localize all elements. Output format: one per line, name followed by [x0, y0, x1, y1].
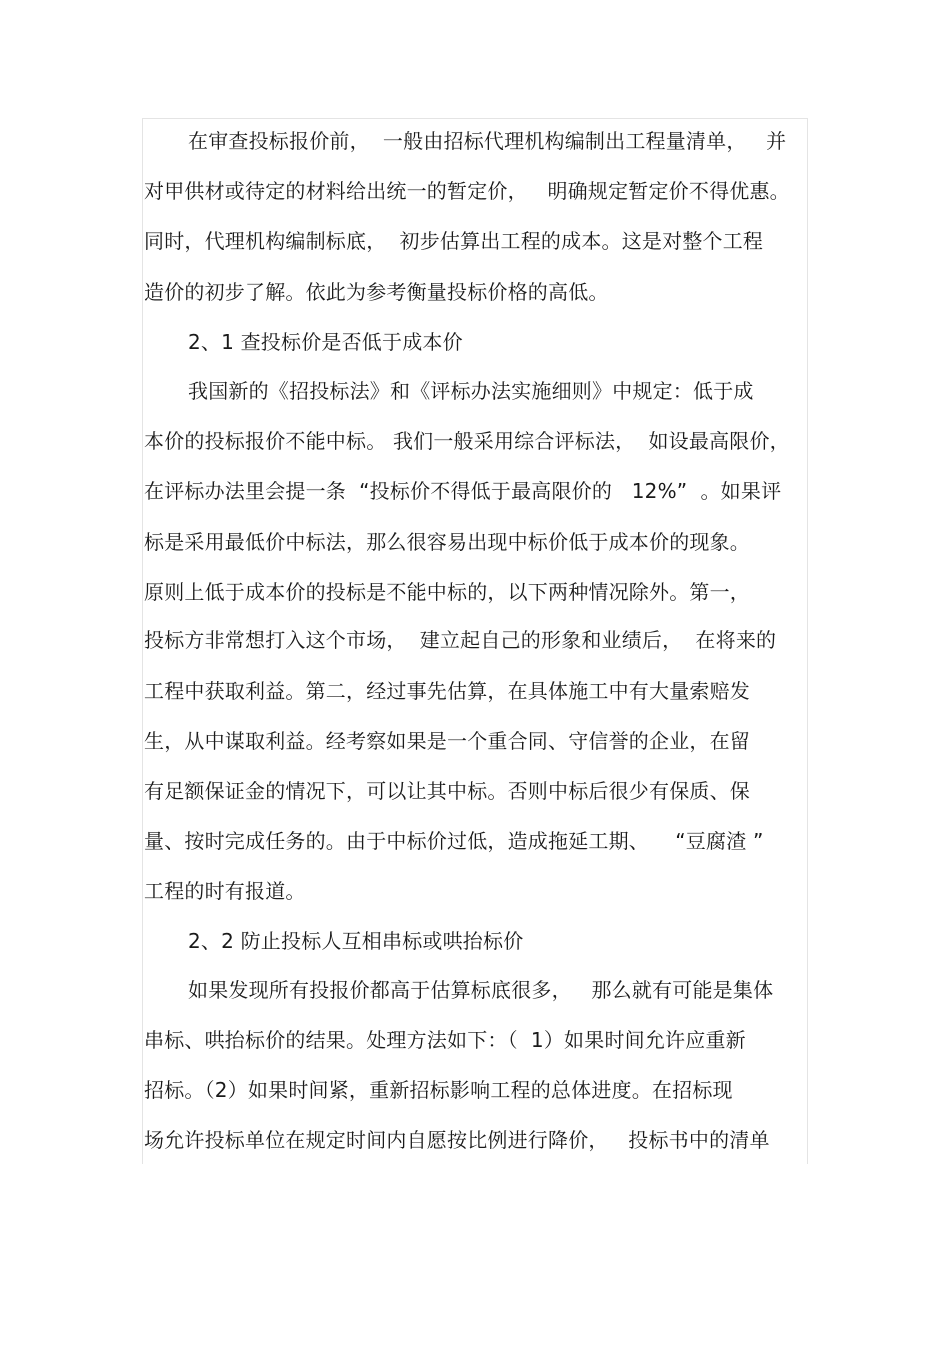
paragraph-2-line-11: 工程的时有报道。	[144, 879, 306, 903]
paragraph-2-line-4: 标是采用最低价中标法，那么很容易出现中标价低于成本价的现象。	[144, 530, 750, 554]
paragraph-1-line-2: 对甲供材或待定的材料给出统一的暂定价， 明确规定暂定价不得优惠。	[144, 179, 790, 203]
paragraph-2-line-3: 在评标办法里会提一条 “投标价不得低于最高限价的 12%” 。如果评	[144, 479, 782, 503]
section-heading-2-2: 2、2 防止投标人互相串标或哄抬标价	[188, 929, 524, 953]
paragraph-3-line-1: 如果发现所有投报价都高于估算标底很多， 那么就有可能是集体	[188, 978, 774, 1002]
paragraph-2-line-9: 有足额保证金的情况下，可以让其中标。否则中标后很少有保质、保	[144, 779, 750, 803]
section-heading-2-1: 2、1 查投标价是否低于成本价	[188, 330, 463, 354]
paragraph-2-line-2: 本价的投标报价不能中标。 我们一般采用综合评标法， 如设最高限价，	[144, 429, 790, 453]
paragraph-2-line-1: 我国新的《招投标法》和《评标办法实施细则》中规定：低于成	[188, 379, 754, 403]
paragraph-2-line-5: 原则上低于成本价的投标是不能中标的，以下两种情况除外。第一，	[144, 580, 750, 604]
paragraph-1-line-4: 造价的初步了解。依此为参考衡量投标价格的高低。	[144, 280, 609, 304]
paragraph-2-line-10: 量、按时完成任务的。由于中标价过低，造成拖延工期、 “豆腐渣 ”	[144, 829, 764, 853]
paragraph-2-line-7: 工程中获取利益。第二，经过事先估算，在具体施工中有大量索赔发	[144, 679, 750, 703]
paragraph-3-line-4: 场允许投标单位在规定时间内自愿按比例进行降价， 投标书中的清单	[144, 1128, 770, 1152]
paragraph-2-line-8: 生，从中谋取利益。经考察如果是一个重合同、守信誉的企业，在留	[144, 729, 750, 753]
paragraph-3-line-2: 串标、哄抬标价的结果。处理方法如下：（ 1）如果时间允许应重新	[144, 1028, 746, 1052]
paragraph-2-line-6: 投标方非常想打入这个市场， 建立起自己的形象和业绩后， 在将来的	[144, 628, 777, 652]
paragraph-3-line-3: 招标。（2）如果时间紧，重新招标影响工程的总体进度。在招标现	[144, 1078, 733, 1102]
paragraph-1-line-3: 同时，代理机构编制标底， 初步估算出工程的成本。这是对整个工程	[144, 229, 764, 253]
paragraph-1-line-1: 在审查投标报价前， 一般由招标代理机构编制出工程量清单， 并	[188, 129, 787, 153]
